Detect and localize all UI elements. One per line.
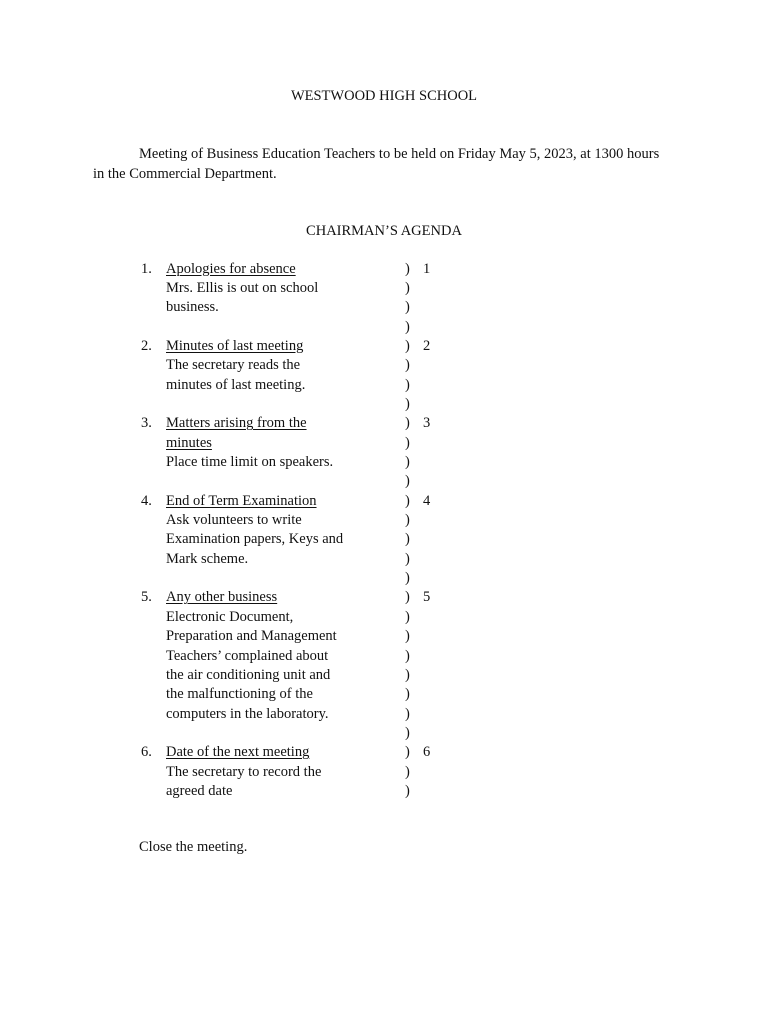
agenda-paren: ) xyxy=(405,705,410,722)
agenda-paren: ) xyxy=(405,763,410,780)
agenda-item-detail: the malfunctioning of the xyxy=(166,686,313,703)
agenda-paren: ) xyxy=(405,299,410,316)
agenda-item-number: 6. xyxy=(141,744,152,761)
agenda-paren: ) xyxy=(405,473,410,490)
agenda-paren: ) xyxy=(405,666,410,683)
agenda-paren: ) xyxy=(405,337,410,354)
agenda-paren: ) xyxy=(405,647,410,664)
agenda-item-detail: The secretary reads the xyxy=(166,357,301,374)
agenda-paren: ) xyxy=(405,570,410,587)
agenda-paren: ) xyxy=(405,395,410,412)
agenda-item-heading: Any other business xyxy=(166,589,278,606)
agenda-item-detail: Examination papers, Keys and xyxy=(166,531,344,548)
agenda-paren: ) xyxy=(405,782,410,799)
agenda-item-heading: Minutes of last meeting xyxy=(166,337,304,354)
agenda-paren: ) xyxy=(405,744,410,761)
agenda-item-detail: the air conditioning unit and xyxy=(166,666,331,683)
agenda-item-heading: minutes xyxy=(166,434,212,451)
agenda-paren: ) xyxy=(405,434,410,451)
agenda-item-detail: The secretary to record the xyxy=(166,763,322,780)
agenda-item-detail: Mark scheme. xyxy=(166,550,249,567)
closing-line: Close the meeting. xyxy=(139,839,248,855)
agenda-item-number: 5. xyxy=(141,589,152,606)
agenda-item-detail: computers in the laboratory. xyxy=(166,705,329,722)
agenda-paren: ) xyxy=(405,279,410,296)
agenda-item-number: 2. xyxy=(141,337,152,354)
agenda-item-detail: Preparation and Management xyxy=(166,628,337,645)
agenda-paren: ) xyxy=(405,550,410,567)
agenda-item-heading: End of Term Examination xyxy=(166,492,317,509)
agenda-paren: ) xyxy=(405,492,410,509)
school-title: WESTWOOD HIGH SCHOOL xyxy=(290,88,478,104)
meeting-intro: Meeting of Business Education Teachers to be held on Friday May 5, 2023, at 1300 hours in the Commercial Department. xyxy=(93,146,660,182)
agenda-item-detail: Teachers’ complained about xyxy=(166,647,329,664)
agenda-paren: ) xyxy=(405,454,410,470)
agenda-item-ref: 4 xyxy=(423,492,431,509)
agenda-paren: ) xyxy=(405,686,410,703)
agenda-item-ref: 1 xyxy=(423,260,431,277)
agenda-item-number: 3. xyxy=(141,415,152,432)
agenda-item-detail: Ask volunteers to write xyxy=(166,512,302,529)
agenda-item-heading: Apologies for absence xyxy=(166,260,296,277)
agenda-item-detail: business. xyxy=(166,299,219,316)
agenda-paren: ) xyxy=(405,318,410,335)
agenda-item-ref: 5 xyxy=(423,589,431,606)
agenda-item-number: 4. xyxy=(141,492,152,509)
agenda-item-number: 1. xyxy=(141,260,152,277)
agenda-item-heading: Matters arising from the xyxy=(166,415,307,432)
agenda-paren: ) xyxy=(405,531,410,548)
agenda-item-detail: minutes of last meeting. xyxy=(166,376,306,393)
agenda-paren: ) xyxy=(405,376,410,393)
agenda-paren: ) xyxy=(405,512,410,529)
agenda-item-heading: Date of the next meeting xyxy=(166,744,310,761)
agenda-heading: CHAIRMAN’S AGENDA xyxy=(306,223,462,239)
agenda-item-ref: 3 xyxy=(423,415,431,432)
agenda-paren: ) xyxy=(405,415,410,432)
agenda-item-detail: agreed date xyxy=(166,782,233,799)
agenda-item-detail: Mrs. Ellis is out on school xyxy=(166,279,319,296)
agenda-paren: ) xyxy=(405,260,410,277)
agenda-item-detail: Place time limit on speakers. xyxy=(166,454,334,470)
agenda-item-ref: 2 xyxy=(423,337,431,354)
agenda-paren: ) xyxy=(405,357,410,374)
agenda-paren: ) xyxy=(405,628,410,645)
agenda-paren: ) xyxy=(405,724,410,741)
agenda-paren: ) xyxy=(405,608,410,625)
agenda-item-ref: 6 xyxy=(423,744,431,761)
agenda-paren: ) xyxy=(405,589,410,606)
agenda-item-detail: Electronic Document, xyxy=(166,608,294,625)
